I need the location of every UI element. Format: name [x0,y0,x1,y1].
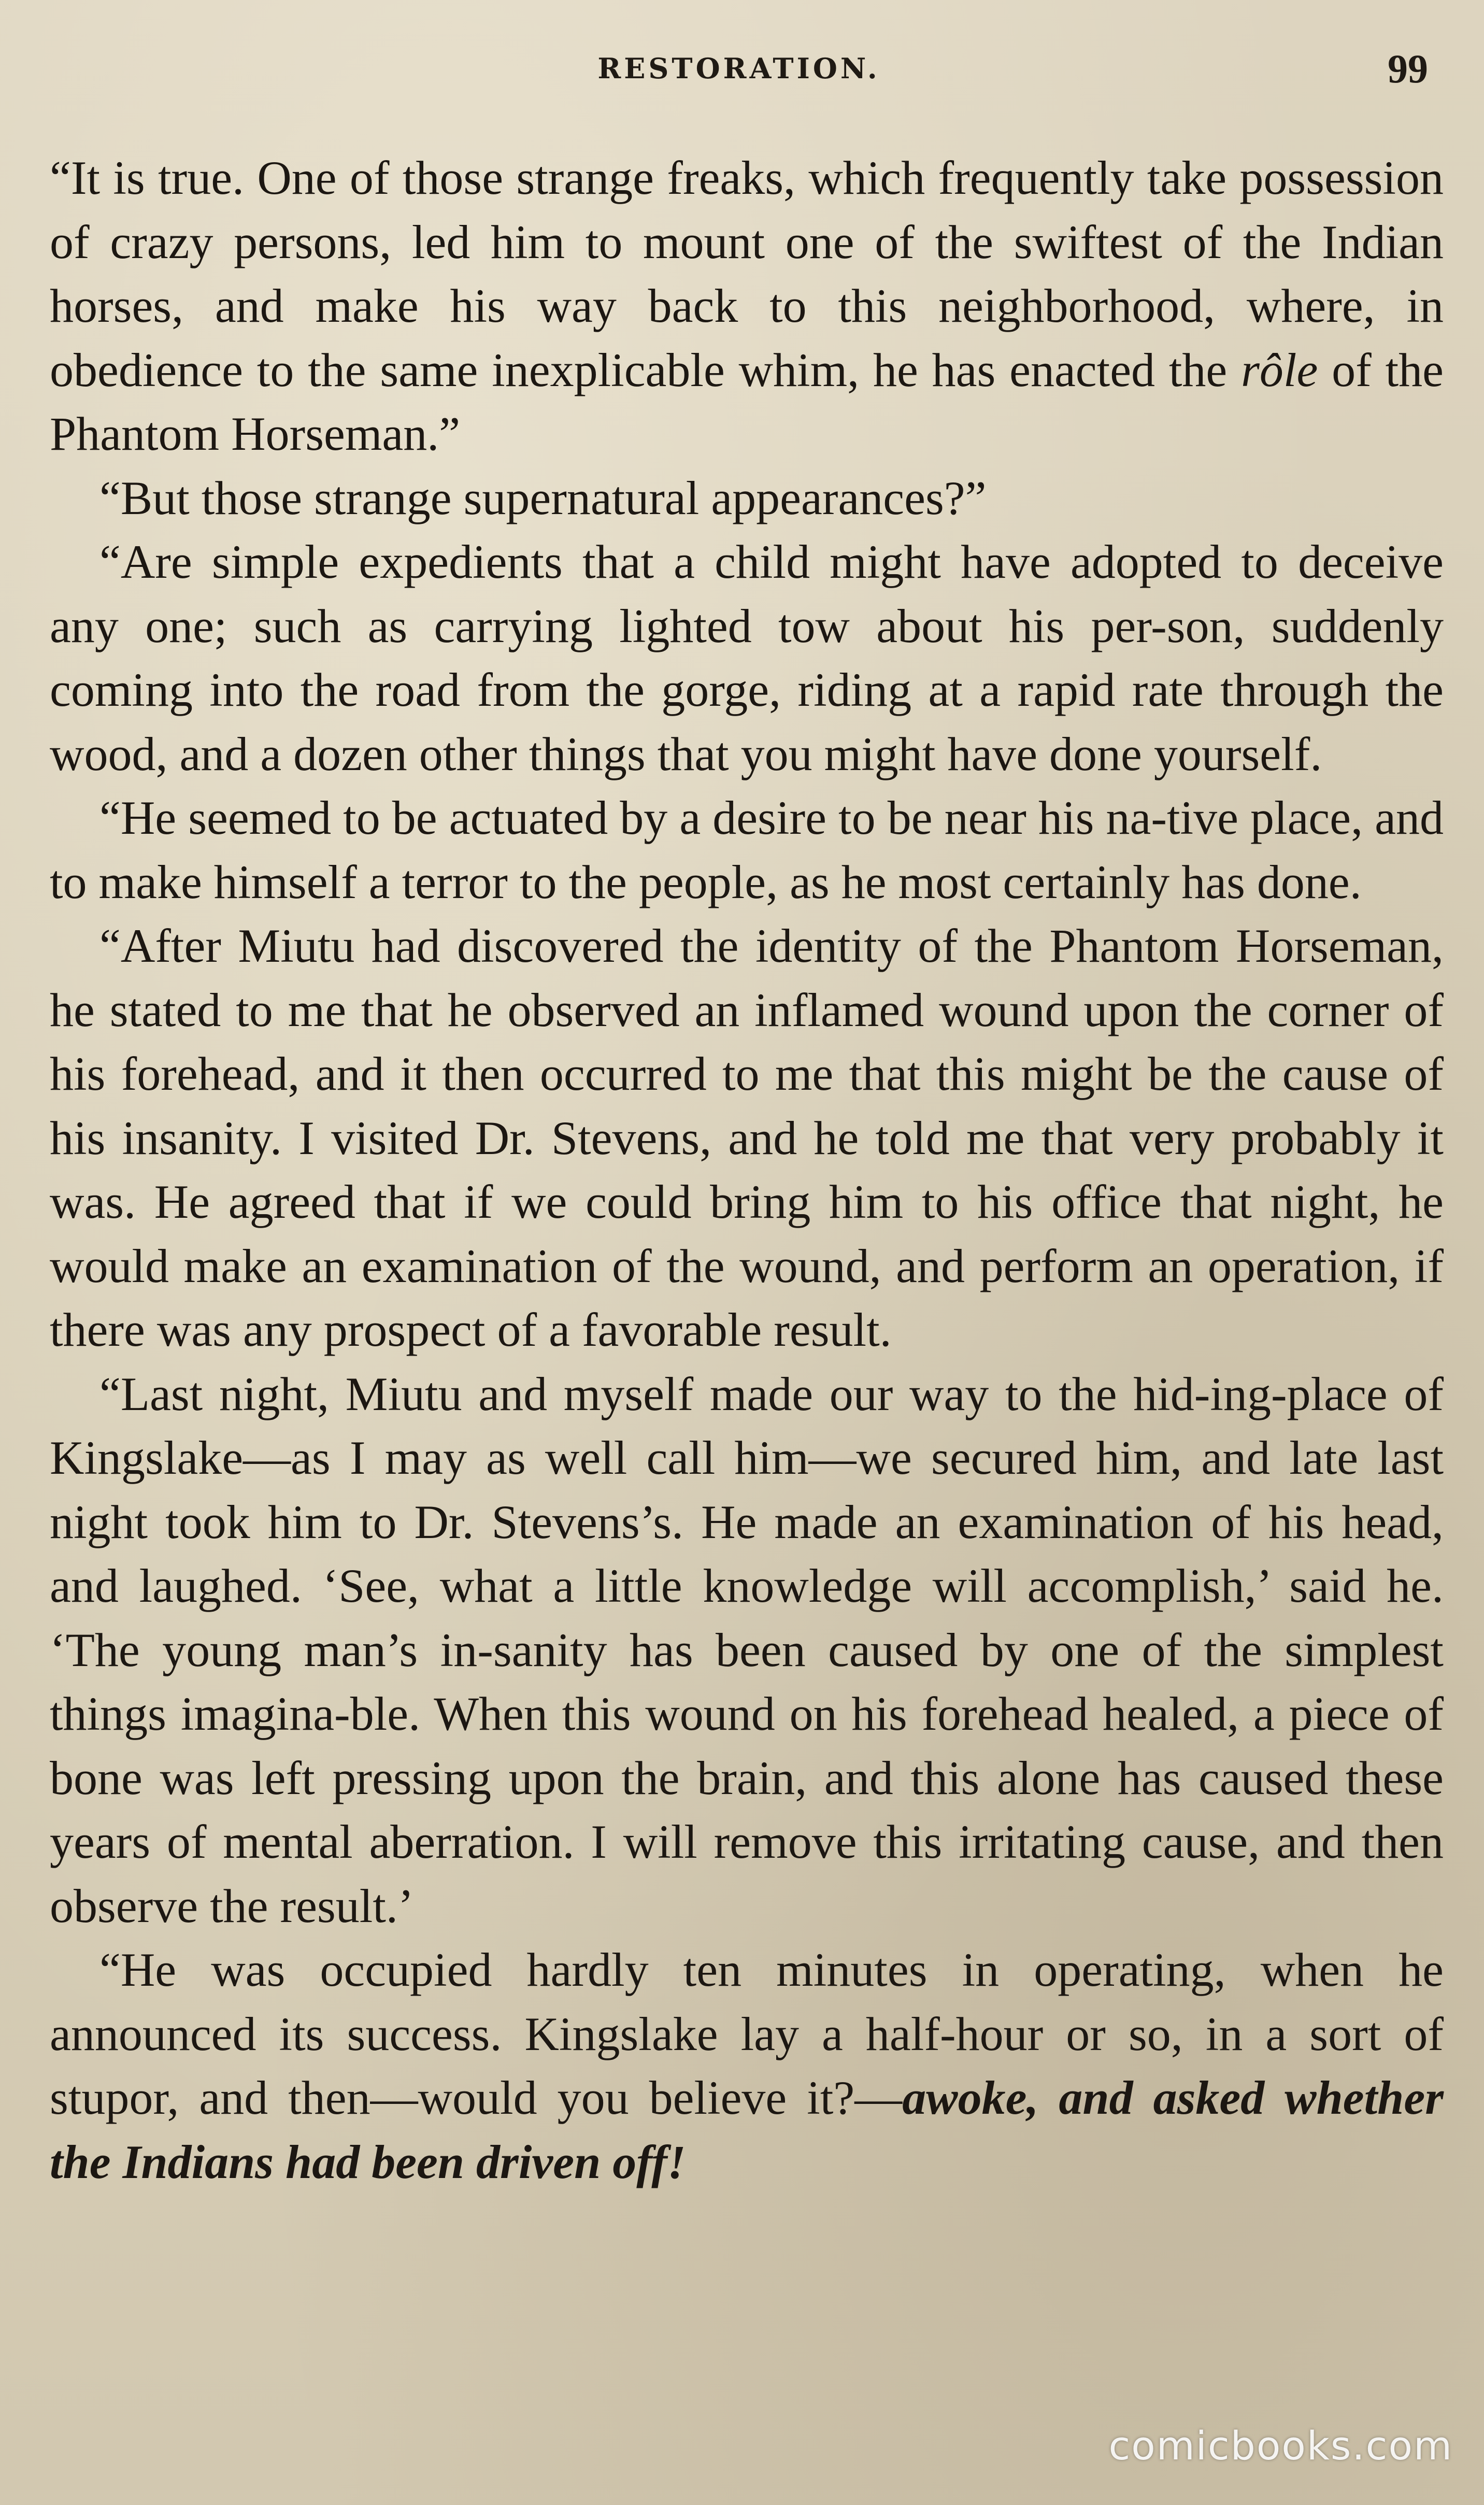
paragraph [50,530,1444,786]
text-segment: “He seemed to be actuated by a desire to be near his na-tive place, and to make himself a terror to the people, as he most certainly has done. [50,791,1444,908]
text-segment: awoke, and asked whether the Indians had been driven off! [50,2071,1444,2188]
text-segment: “But those strange supernatural appearances?” [99,471,987,524]
text-segment: of the Phantom Horseman.” [50,343,1444,460]
page-header [50,41,1428,104]
paragraph [50,1362,1444,1939]
paragraph [50,466,1444,531]
paragraph [50,146,1444,466]
paragraph [50,914,1444,1362]
paragraph [50,786,1444,914]
text-segment: “Are simple expedients that a child might have adopted to deceive any one; such as carrying lighted tow about his per-son, suddenly coming into the road from the gorge, riding at a rapid rate through the wood, and a dozen other things that you might have done yourself. [50,535,1444,780]
page-number: 99 [1388,46,1428,91]
running-head: RESTORATION. [597,52,880,85]
text-segment: rôle [1241,343,1318,396]
body-text [50,146,1444,2194]
text-segment: “It is true. One of those strange freaks, which frequently take possession of crazy persons, led him to mount one of the swiftest of the Indian horses, and make his way back to this neighborhood, where, in obedience to the same inexplicable whim, he has enacted the [50,151,1444,396]
watermark: comicbooks.com [1108,2423,1453,2469]
text-segment: “Last night, Miutu and myself made our way to the hid-ing-place of Kingslake—as I may as well call him—we secured him, and late last night took him to Dr. Stevens’s. He made an examination of his head, and laughed. ‘See, what a little knowledge will accomplish,’ said he. ‘The young man’s in-sanity has been caused by one of the simplest things imagina-ble. When this wound on his forehead healed, a piece of bone was left pressing upon the brain, and this alone has caused these years of mental aberration. I will remove this irritating cause, and then observe the result.’ [50,1367,1444,1932]
paragraph [50,1938,1444,2194]
text-segment: “He was occupied hardly ten minutes in operating, when he announced its success. Kingslake lay a half-hour or so, in a sort of stupor, and then—would you believe it?— [50,1943,1444,2124]
text-segment: “After Miutu had discovered the identity of the Phantom Horseman, he stated to me that he observed an inflamed wound upon the corner of his forehead, and it then occurred to me that this might be the cause of his insanity. I visited Dr. Stevens, and he told me that very probably it was. He agreed that if we could bring him to his office that night, he would make an examination of the wound, and perform an operation, if there was any prospect of a favorable result. [50,919,1444,1356]
